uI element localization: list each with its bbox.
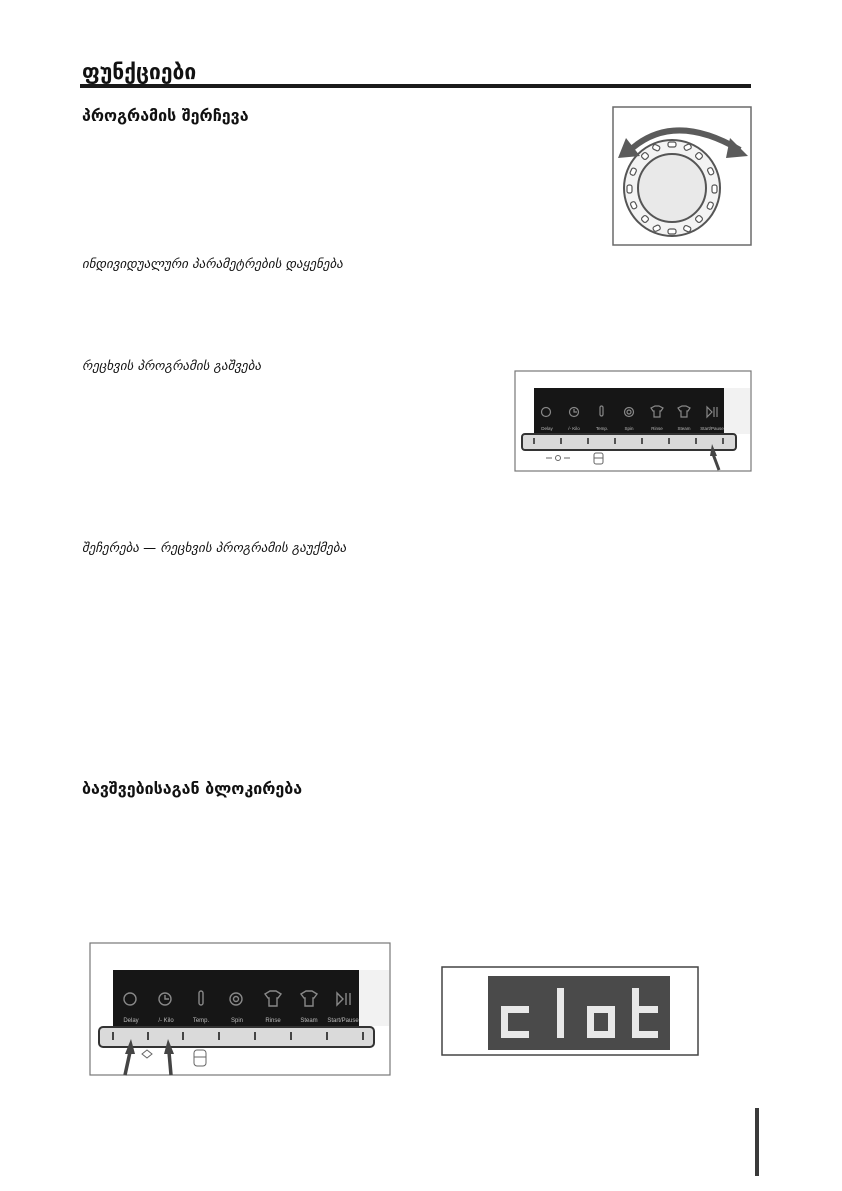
button-label: Start/Pause — [327, 1018, 359, 1024]
button-label: Delay — [541, 426, 553, 431]
heading-child-lock: ბავშვებისაგან ბლოკირება — [82, 779, 303, 798]
button-label: Temp. — [595, 426, 609, 431]
button-label: Start/Pause — [700, 426, 724, 431]
button-label: Spin — [230, 1018, 244, 1024]
button-label: Delay — [123, 1018, 139, 1024]
button-label: Steam — [300, 1018, 318, 1024]
button-label: Rinse — [651, 426, 663, 431]
page-title: ფუნქციები — [82, 60, 197, 84]
child-lock-panel-figure — [89, 942, 391, 1076]
button-label: Temp. — [192, 1018, 210, 1024]
button-label: /- Kilo — [158, 1018, 174, 1024]
program-knob-figure — [612, 106, 752, 246]
button-label: Steam — [677, 426, 691, 431]
start-pause-figure — [514, 370, 752, 472]
heading-pause-cancel: შეჩერება — რეცხვის პროგრამის გაუქმება — [82, 541, 347, 556]
display-figure — [441, 966, 699, 1056]
button-label: Rinse — [265, 1018, 281, 1024]
page-edge-marker — [755, 1108, 759, 1176]
heading-individual-settings: ინდივიდუალური პარამეტრების დაყენება — [82, 257, 343, 272]
title-divider — [80, 84, 751, 88]
button-label: /- Kilo — [568, 426, 580, 431]
heading-start-program: რეცხვის პროგრამის გაშვება — [82, 359, 262, 374]
heading-program-selection: პროგრამის შერჩევა — [82, 106, 249, 125]
button-label: Spin — [624, 426, 634, 431]
